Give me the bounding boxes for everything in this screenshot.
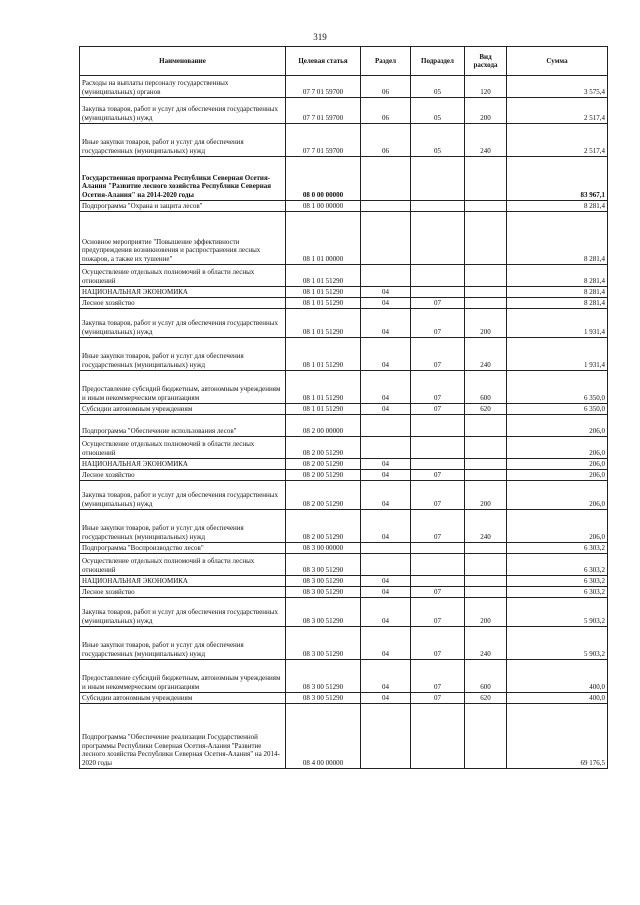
- row-subsection: 05: [411, 124, 465, 157]
- row-expense-type: [465, 265, 507, 287]
- row-sum: 1 931,4: [507, 338, 608, 371]
- row-sum: 2 517,4: [507, 124, 608, 157]
- row-subsection: [411, 212, 465, 265]
- header-expense-type: Вид расхода: [465, 47, 507, 76]
- row-section: [361, 265, 411, 287]
- row-subsection: 07: [411, 481, 465, 510]
- table-row: [80, 98, 608, 124]
- row-target-code: 07 7 01 59700: [286, 124, 361, 157]
- row-sum: 6 303,2: [507, 543, 608, 554]
- row-name: Предоставление субсидий бюджетным, автономным учреждениям и иным некоммерческим организациям: [80, 660, 286, 693]
- table-row: [80, 437, 608, 459]
- row-name: Закупка товаров, работ и услуг для обеспечения государственных (муниципальных) нужд: [80, 98, 286, 124]
- row-name: Подпрограмма "Обеспечение реализации Государственной программы Республики Северная Осетия-Алания "Развитие лесного хозяйства Республики Северная Осетия-Алания" на 2014-2020 годы: [80, 704, 286, 769]
- row-section: [361, 157, 411, 201]
- row-subsection: 07: [411, 627, 465, 660]
- header-subsection: Подраздел: [411, 47, 465, 76]
- row-sum: 8 281,4: [507, 287, 608, 298]
- row-sum: 5 903,2: [507, 598, 608, 627]
- row-subsection: [411, 287, 465, 298]
- row-name: Осуществление отдельных полномочий в области лесных отношений: [80, 265, 286, 287]
- row-expense-type: 620: [465, 404, 507, 415]
- row-expense-type: [465, 543, 507, 554]
- row-subsection: 07: [411, 470, 465, 481]
- row-expense-type: [465, 157, 507, 201]
- row-subsection: 07: [411, 371, 465, 404]
- row-section: 04: [361, 627, 411, 660]
- row-section: 06: [361, 124, 411, 157]
- row-subsection: [411, 459, 465, 470]
- row-name: Лесное хозяйство: [80, 298, 286, 309]
- row-name: Предоставление субсидий бюджетным, автономным учреждениям и иным некоммерческим организациям: [80, 371, 286, 404]
- row-sum: 3 575,4: [507, 76, 608, 98]
- row-expense-type: 240: [465, 338, 507, 371]
- row-sum: 2 517,4: [507, 98, 608, 124]
- table-header-row: [80, 47, 608, 76]
- row-name: НАЦИОНАЛЬНАЯ ЭКОНОМИКА: [80, 576, 286, 587]
- row-section: [361, 554, 411, 576]
- row-section: 04: [361, 693, 411, 704]
- table-row: [80, 124, 608, 157]
- table-row: [80, 576, 608, 587]
- row-name: Иные закупки товаров, работ и услуг для обеспечения государственных (муниципальных) нужд: [80, 338, 286, 371]
- row-target-code: 08 1 00 00000: [286, 201, 361, 212]
- row-subsection: [411, 437, 465, 459]
- row-section: 04: [361, 470, 411, 481]
- row-section: [361, 543, 411, 554]
- row-expense-type: [465, 298, 507, 309]
- row-section: 04: [361, 309, 411, 338]
- row-expense-type: 600: [465, 371, 507, 404]
- header-code: Целевая статья: [286, 47, 361, 76]
- row-target-code: 07 7 01 59700: [286, 76, 361, 98]
- table-row: [80, 481, 608, 510]
- row-name: Лесное хозяйство: [80, 470, 286, 481]
- row-sum: 206,0: [507, 510, 608, 543]
- row-section: 06: [361, 98, 411, 124]
- table-row: [80, 265, 608, 287]
- row-name: Лесное хозяйство: [80, 587, 286, 598]
- table-row: [80, 693, 608, 704]
- row-subsection: 07: [411, 338, 465, 371]
- row-name: Закупка товаров, работ и услуг для обеспечения государственных (муниципальных) нужд: [80, 598, 286, 627]
- row-subsection: [411, 576, 465, 587]
- row-target-code: 08 2 00 00000: [286, 415, 361, 437]
- table-row: [80, 157, 608, 201]
- row-expense-type: [465, 470, 507, 481]
- row-section: [361, 201, 411, 212]
- row-subsection: 07: [411, 660, 465, 693]
- row-subsection: 07: [411, 598, 465, 627]
- row-section: [361, 704, 411, 769]
- row-subsection: [411, 265, 465, 287]
- row-target-code: 08 3 00 51290: [286, 627, 361, 660]
- row-expense-type: 240: [465, 627, 507, 660]
- row-expense-type: 120: [465, 76, 507, 98]
- table-row: [80, 338, 608, 371]
- row-expense-type: 240: [465, 510, 507, 543]
- table-row: [80, 627, 608, 660]
- row-section: 04: [361, 338, 411, 371]
- row-sum: 206,0: [507, 470, 608, 481]
- row-expense-type: [465, 704, 507, 769]
- row-section: [361, 415, 411, 437]
- row-subsection: 07: [411, 298, 465, 309]
- row-name: Подпрограмма "Обеспечение использования лесов": [80, 415, 286, 437]
- row-target-code: 08 4 00 00000: [286, 704, 361, 769]
- row-target-code: 08 0 00 00000: [286, 157, 361, 201]
- row-expense-type: [465, 576, 507, 587]
- row-target-code: 08 2 00 51290: [286, 481, 361, 510]
- row-sum: 6 303,2: [507, 554, 608, 576]
- row-sum: 5 903,2: [507, 627, 608, 660]
- row-sum: 8 281,4: [507, 298, 608, 309]
- table-row: [80, 554, 608, 576]
- header-section: Раздел: [361, 47, 411, 76]
- table-row: [80, 510, 608, 543]
- row-subsection: 07: [411, 693, 465, 704]
- row-expense-type: 200: [465, 98, 507, 124]
- row-section: 04: [361, 481, 411, 510]
- row-name: НАЦИОНАЛЬНАЯ ЭКОНОМИКА: [80, 287, 286, 298]
- row-section: 04: [361, 459, 411, 470]
- row-name: Закупка товаров, работ и услуг для обеспечения государственных (муниципальных) нужд: [80, 309, 286, 338]
- row-target-code: 08 2 00 51290: [286, 470, 361, 481]
- row-sum: 8 281,4: [507, 265, 608, 287]
- table-row: [80, 309, 608, 338]
- row-target-code: 07 7 01 59700: [286, 98, 361, 124]
- row-sum: 8 281,4: [507, 212, 608, 265]
- row-subsection: 05: [411, 76, 465, 98]
- row-target-code: 08 1 01 51290: [286, 371, 361, 404]
- row-target-code: 08 1 01 51290: [286, 309, 361, 338]
- row-name: Подпрограмма "Охрана и защита лесов": [80, 201, 286, 212]
- row-section: 04: [361, 404, 411, 415]
- row-expense-type: [465, 201, 507, 212]
- row-sum: 206,0: [507, 481, 608, 510]
- row-name: Закупка товаров, работ и услуг для обеспечения государственных (муниципальных) нужд: [80, 481, 286, 510]
- row-expense-type: [465, 415, 507, 437]
- row-target-code: 08 2 00 51290: [286, 437, 361, 459]
- row-sum: 206,0: [507, 415, 608, 437]
- row-sum: 8 281,4: [507, 201, 608, 212]
- row-target-code: 08 1 01 51290: [286, 265, 361, 287]
- row-target-code: 08 1 01 00000: [286, 212, 361, 265]
- row-target-code: 08 3 00 51290: [286, 598, 361, 627]
- table-row: [80, 76, 608, 98]
- row-name: Субсидии автономным учреждениям: [80, 693, 286, 704]
- row-subsection: 07: [411, 309, 465, 338]
- row-sum: 400,0: [507, 660, 608, 693]
- row-name: Иные закупки товаров, работ и услуг для обеспечения государственных (муниципальных) нужд: [80, 510, 286, 543]
- row-section: [361, 437, 411, 459]
- row-name: Основное мероприятие "Повышение эффективности предупреждения возникновения и распространения лесных пожаров, а также их тушение": [80, 212, 286, 265]
- row-expense-type: 240: [465, 124, 507, 157]
- row-expense-type: [465, 554, 507, 576]
- row-target-code: 08 2 00 51290: [286, 459, 361, 470]
- row-section: 04: [361, 298, 411, 309]
- row-name: Государственная программа Республики Северная Осетия-Алания "Развитие лесного хозяйства Республики Северная Осетия-Алания" на 2014-2020 годы: [80, 157, 286, 201]
- row-sum: 6 303,2: [507, 587, 608, 598]
- row-target-code: 08 3 00 00000: [286, 543, 361, 554]
- row-subsection: [411, 543, 465, 554]
- row-expense-type: 600: [465, 660, 507, 693]
- row-name: Иные закупки товаров, работ и услуг для обеспечения государственных (муниципальных) нужд: [80, 627, 286, 660]
- row-target-code: 08 1 01 51290: [286, 298, 361, 309]
- row-target-code: 08 3 00 51290: [286, 587, 361, 598]
- row-expense-type: 200: [465, 481, 507, 510]
- row-subsection: 07: [411, 510, 465, 543]
- row-target-code: 08 1 01 51290: [286, 287, 361, 298]
- table-row: [80, 212, 608, 265]
- table-row: [80, 587, 608, 598]
- row-name: Иные закупки товаров, работ и услуг для обеспечения государственных (муниципальных) нужд: [80, 124, 286, 157]
- row-expense-type: 620: [465, 693, 507, 704]
- row-expense-type: 200: [465, 598, 507, 627]
- table-row: [80, 287, 608, 298]
- table-row: [80, 598, 608, 627]
- row-expense-type: 200: [465, 309, 507, 338]
- row-subsection: [411, 415, 465, 437]
- table-row: [80, 660, 608, 693]
- table-row: [80, 201, 608, 212]
- row-sum: 6 350,0: [507, 404, 608, 415]
- row-name: Осуществление отдельных полномочий в области лесных отношений: [80, 437, 286, 459]
- row-expense-type: [465, 459, 507, 470]
- table-row: [80, 404, 608, 415]
- row-section: 04: [361, 371, 411, 404]
- row-sum: 206,0: [507, 459, 608, 470]
- row-target-code: 08 1 01 51290: [286, 404, 361, 415]
- table-row: [80, 371, 608, 404]
- row-target-code: 08 3 00 51290: [286, 576, 361, 587]
- row-expense-type: [465, 287, 507, 298]
- row-sum: 6 303,2: [507, 576, 608, 587]
- row-subsection: [411, 157, 465, 201]
- row-sum: 1 931,4: [507, 309, 608, 338]
- row-section: [361, 212, 411, 265]
- row-section: 04: [361, 576, 411, 587]
- page-number: 319: [313, 32, 327, 42]
- row-section: 06: [361, 76, 411, 98]
- row-sum: 69 176,5: [507, 704, 608, 769]
- budget-table: [79, 46, 608, 769]
- table-row: [80, 704, 608, 769]
- row-subsection: 05: [411, 98, 465, 124]
- row-sum: 83 967,1: [507, 157, 608, 201]
- row-name: Подпрограмма "Воспроизводство лесов": [80, 543, 286, 554]
- row-subsection: [411, 704, 465, 769]
- table-row: [80, 298, 608, 309]
- header-name: Наименование: [80, 47, 286, 76]
- table-row: [80, 470, 608, 481]
- table-row: [80, 459, 608, 470]
- row-target-code: 08 3 00 51290: [286, 693, 361, 704]
- row-name: Осуществление отдельных полномочий в области лесных отношений: [80, 554, 286, 576]
- row-name: Субсидии автономным учреждениям: [80, 404, 286, 415]
- row-section: 04: [361, 287, 411, 298]
- row-sum: 6 350,0: [507, 371, 608, 404]
- row-sum: 206,0: [507, 437, 608, 459]
- table-row: [80, 415, 608, 437]
- row-subsection: 07: [411, 587, 465, 598]
- row-target-code: 08 1 01 51290: [286, 338, 361, 371]
- row-subsection: 07: [411, 404, 465, 415]
- row-section: 04: [361, 510, 411, 543]
- row-target-code: 08 2 00 51290: [286, 510, 361, 543]
- row-target-code: 08 3 00 51290: [286, 660, 361, 693]
- header-sum: Сумма: [507, 47, 608, 76]
- row-name: НАЦИОНАЛЬНАЯ ЭКОНОМИКА: [80, 459, 286, 470]
- row-subsection: [411, 201, 465, 212]
- row-expense-type: [465, 437, 507, 459]
- row-subsection: [411, 554, 465, 576]
- row-section: 04: [361, 587, 411, 598]
- table-row: [80, 543, 608, 554]
- row-name: Расходы на выплаты персоналу государственных (муниципальных) органов: [80, 76, 286, 98]
- row-section: 04: [361, 660, 411, 693]
- row-expense-type: [465, 587, 507, 598]
- row-sum: 400,0: [507, 693, 608, 704]
- row-section: 04: [361, 598, 411, 627]
- row-target-code: 08 3 00 51290: [286, 554, 361, 576]
- row-expense-type: [465, 212, 507, 265]
